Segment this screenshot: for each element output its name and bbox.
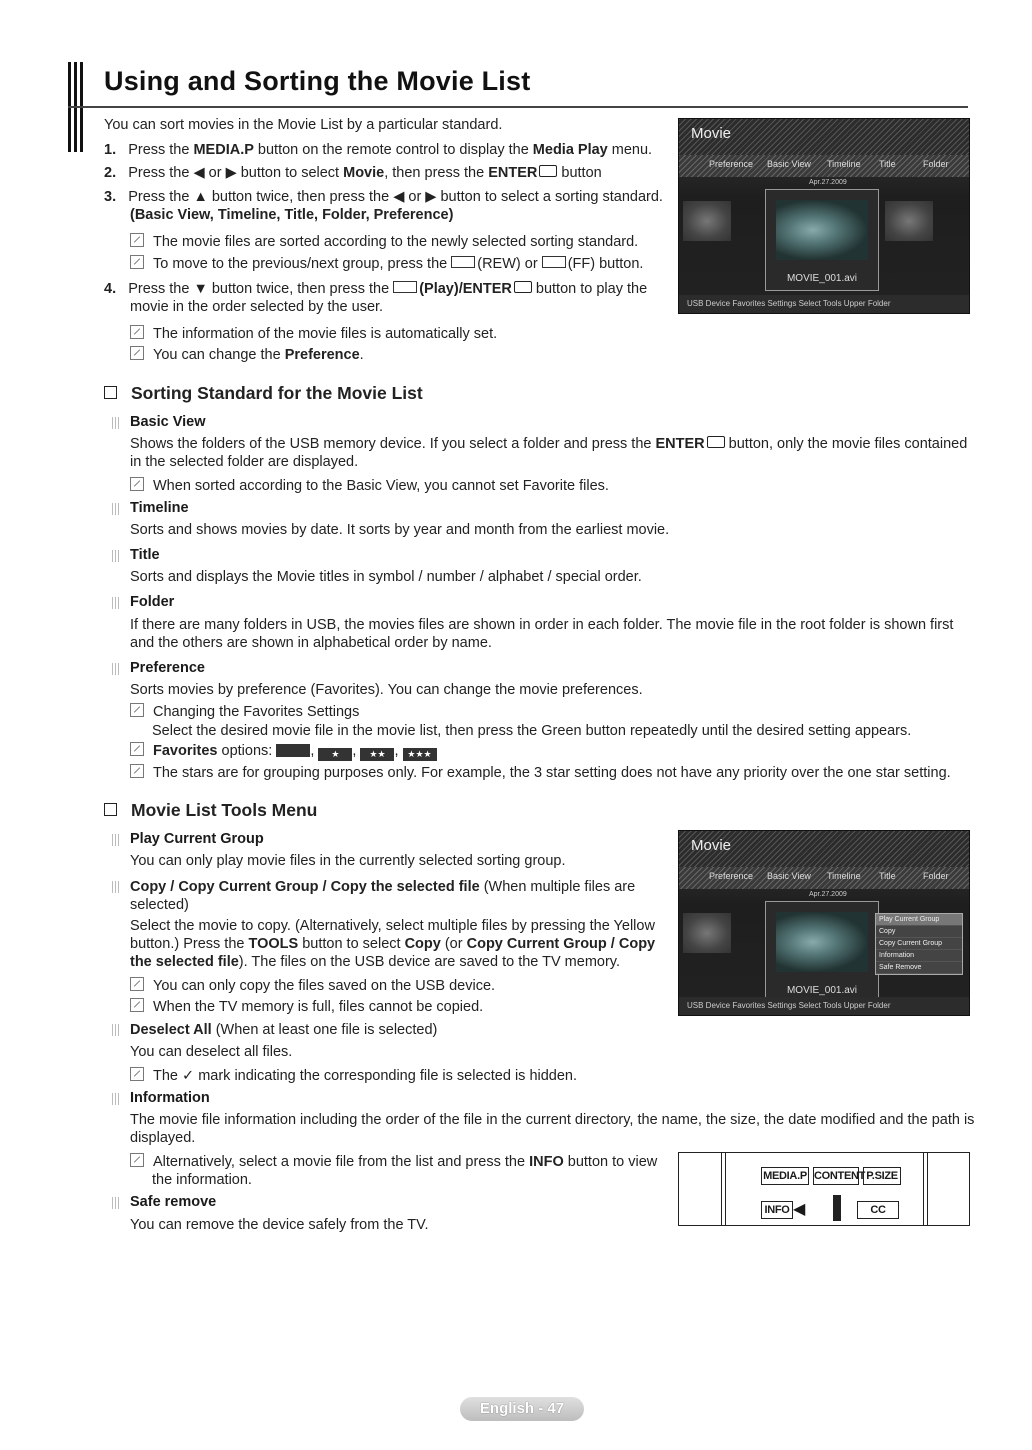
tv-status-bar: USB Device Favorites Settings Select Tools Upper Folder — [679, 295, 969, 313]
tv-menu-item: Copy Current Group — [876, 938, 962, 950]
tv-movie-screen-2 — [678, 830, 970, 1016]
enter-icon — [707, 436, 725, 448]
enter-icon — [539, 165, 557, 177]
tv-tab: Preference — [709, 159, 754, 169]
tv-menu-item: Copy — [876, 926, 962, 938]
tv-movie-screen-1 — [678, 118, 970, 314]
copy-heading-2: selected) — [130, 897, 189, 913]
tv-tab: Folder — [923, 159, 949, 169]
note-icon — [130, 255, 144, 269]
tv-tab: Timeline — [827, 159, 861, 169]
p-size-button: P.SIZE — [863, 1167, 901, 1185]
title-sort-heading: Title — [130, 547, 160, 563]
step-3: 3. Press the ▲ button twice, then press the ◀ or ▶ button to select a sorting standard. — [104, 189, 663, 205]
step-3-options: (Basic View, Timeline, Title, Folder, Preference) — [130, 207, 454, 223]
tv-tab: Preference — [709, 871, 754, 881]
play-group-heading: Play Current Group — [130, 831, 264, 847]
preference-note-3: The stars are for grouping purposes only. For example, the 3 star setting does not have any priority over the one star setting. — [130, 764, 951, 782]
deselect-heading: Deselect All (When at least one file is selected) — [130, 1021, 437, 1039]
tv-tools-menu — [875, 913, 963, 975]
basic-view-heading: Basic View — [130, 414, 206, 430]
checkbox-icon — [104, 803, 117, 816]
safe-remove-heading: Safe remove — [130, 1194, 216, 1210]
copy-text-3: the selected file). The files on the USB device are saved to the TV memory. — [130, 954, 621, 970]
folder-heading: Folder — [130, 594, 174, 610]
note-icon — [130, 977, 144, 991]
copy-note-1: You can only copy the files saved on the USB device. — [130, 977, 495, 995]
section-heading-tools: Movie List Tools Menu — [104, 800, 317, 821]
deselect-text: You can deselect all files. — [130, 1044, 293, 1060]
tv-menu-item: Safe Remove — [876, 962, 962, 974]
tv-selected-movie: MOVIE_001.avi — [765, 901, 879, 1003]
tv-menu-item: Information — [876, 950, 962, 962]
info-button: INFO — [761, 1201, 793, 1219]
pointer-hand-icon: ◀ — [793, 1201, 806, 1218]
tv-date: Apr.27.2009 — [809, 179, 847, 186]
enter-icon — [514, 281, 532, 293]
note-icon — [130, 998, 144, 1012]
folder-text-2: and the others are shown in alphabetical order by name. — [130, 635, 492, 651]
favorites-none-icon — [276, 744, 310, 757]
tv-selected-movie: MOVIE_001.avi — [765, 189, 879, 291]
step-1: 1. Press the MEDIA.P button on the remote control to display the Media Play menu. — [104, 142, 653, 158]
preference-note-2: Favorites options: , ★ , ★★ , ★★★ — [130, 742, 437, 761]
note-icon — [130, 703, 144, 717]
tv-status-bar: USB Device Favorites Settings Select Tools Upper Folder — [679, 997, 969, 1015]
preference-note-1b: Select the desired movie file in the movie list, then press the Green button repeatedly until the desired setting appears. — [152, 723, 912, 739]
tv-thumbnail — [683, 201, 731, 241]
folder-text: If there are many folders in USB, the movies files are shown in order in each folder. The movie file in the root folder is shown first — [130, 617, 954, 633]
tv-tab: Title — [879, 871, 896, 881]
cc-button: CC — [857, 1201, 899, 1219]
copy-text-1: Select the movie to copy. (Alternatively, select multiple files by pressing the Yellow — [130, 918, 655, 934]
favorites-1star-icon: ★ — [318, 748, 352, 761]
note-icon — [130, 325, 144, 339]
tv-menu-item: Play Current Group — [876, 914, 962, 926]
basic-view-note: When sorted according to the Basic View, you cannot set Favorite files. — [130, 477, 609, 495]
favorites-2star-icon: ★★ — [360, 748, 394, 761]
note-icon — [130, 742, 144, 756]
step-3-note-1: The movie files are sorted according to the newly selected sorting standard. — [130, 233, 638, 251]
basic-view-text: Shows the folders of the USB memory device. If you select a folder and press the ENTER button, only the movie files contained — [130, 436, 968, 452]
tv-tab: Basic View — [767, 159, 811, 169]
timeline-heading: Timeline — [130, 500, 189, 516]
title-sort-text: Sorts and displays the Movie titles in symbol / number / alphabet / special order. — [130, 569, 642, 585]
favorites-3star-icon: ★★★ — [403, 748, 437, 761]
tv-tab: Basic View — [767, 871, 811, 881]
page-number-badge: English - 47 — [460, 1397, 584, 1421]
step-4: 4. Press the ▼ button twice, then press the (Play)/ENTER button to play the — [104, 281, 648, 297]
step-4-note-2: You can change the Preference. — [130, 346, 364, 364]
step-3-note-2: To move to the previous/next group, press the (REW) or (FF) button. — [130, 255, 643, 273]
tv-tab-bar — [679, 155, 969, 177]
tv-title: Movie — [691, 837, 732, 854]
information-text-2: displayed. — [130, 1130, 196, 1146]
information-note-2: the information. — [152, 1172, 252, 1188]
play-group-text: You can only play movie files in the currently selected sorting group. — [130, 853, 566, 869]
copy-note-2: When the TV memory is full, files cannot be copied. — [130, 998, 483, 1016]
content-button: CONTENT — [813, 1167, 859, 1185]
tv-tab: Folder — [923, 871, 949, 881]
note-icon — [130, 233, 144, 247]
tv-title: Movie — [691, 125, 732, 142]
section-heading-sorting: Sorting Standard for the Movie List — [104, 383, 423, 404]
copy-heading: Copy / Copy Current Group / Copy the selected file (When multiple files are — [130, 878, 635, 896]
checkbox-icon — [104, 386, 117, 399]
rew-icon — [451, 256, 475, 268]
note-icon — [130, 346, 144, 360]
step-4-note-1: The information of the movie files is automatically set. — [130, 325, 497, 343]
deselect-note: The ✓ mark indicating the corresponding file is selected is hidden. — [130, 1067, 577, 1085]
safe-remove-text: You can remove the device safely from the TV. — [130, 1217, 429, 1233]
copy-text-2: button.) Press the TOOLS button to select Copy (or Copy Current Group / Copy — [130, 936, 656, 952]
rocker-icon — [833, 1195, 841, 1221]
tv-date: Apr.27.2009 — [809, 891, 847, 898]
tv-tab: Title — [879, 159, 896, 169]
ff-icon — [542, 256, 566, 268]
information-note: Alternatively, select a movie file from the list and press the INFO button to view — [130, 1153, 657, 1171]
tv-thumbnail — [885, 201, 933, 241]
play-icon — [393, 281, 417, 293]
media-p-button: MEDIA.P — [761, 1167, 809, 1185]
tv-tab: Timeline — [827, 871, 861, 881]
intro-text: You can sort movies in the Movie List by a particular standard. — [104, 117, 503, 133]
note-icon — [130, 764, 144, 778]
preference-text: Sorts movies by preference (Favorites). You can change the movie preferences. — [130, 682, 643, 698]
information-heading: Information — [130, 1090, 210, 1106]
tv-thumbnail — [683, 913, 731, 953]
information-text: The movie file information including the order of the file in the current directory, the name, the size, the date modified and the path is — [130, 1112, 975, 1128]
preference-note-1: Changing the Favorites Settings — [130, 703, 359, 721]
timeline-text: Sorts and shows movies by date. It sorts by year and month from the earliest movie. — [130, 522, 670, 538]
tv-tab-bar — [679, 867, 969, 889]
basic-view-text-2: in the selected folder are displayed. — [130, 454, 359, 470]
page-title: Using and Sorting the Movie List — [104, 66, 531, 96]
step-2: 2. Press the ◀ or ▶ button to select Movie, then press the ENTER button — [104, 165, 602, 181]
note-icon — [130, 477, 144, 491]
preference-heading: Preference — [130, 660, 205, 676]
remote-note-icon — [130, 1153, 144, 1167]
step-4-line-2: movie in the order selected by the user. — [130, 299, 384, 315]
note-icon — [130, 1067, 144, 1081]
remote-buttons-illustration — [678, 1152, 970, 1226]
